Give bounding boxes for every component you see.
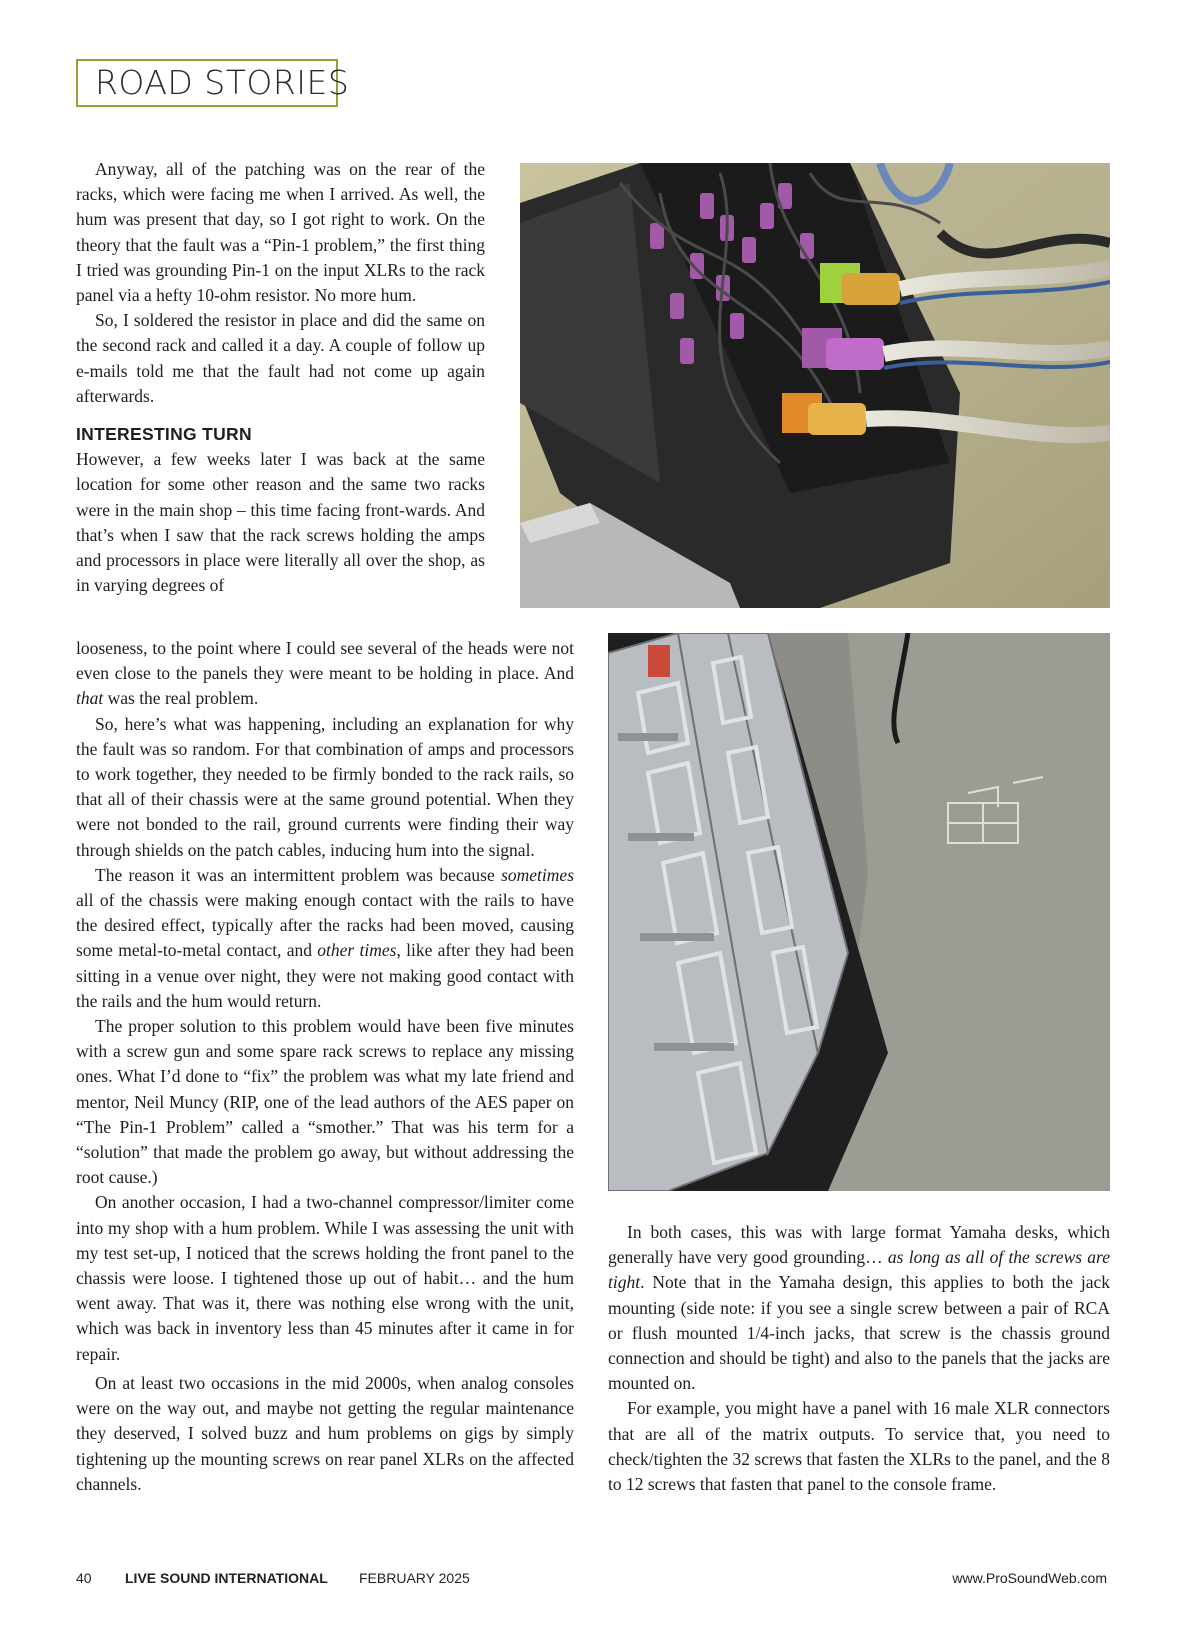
- left-column-bottom: [76, 636, 574, 1497]
- paragraph: However, a few weeks later I was back at the same location for some other reason and the same two racks were in the main shop – this time facing front-wards. And that’s when I saw that the rack screws holding the amps and processors in place were literally all over the shop, as in varying degrees of: [76, 449, 485, 596]
- paragraph: The proper solution to this problem would have been five minutes with a screw gun and some spare rack screws to replace any missing ones. What I’d done to “fix” the problem was what my late friend and mentor, Neil Muncy (RIP, one of the lead authors of the AES paper on “The Pin-1 Problem” called a “smother.” That was his term for a “solution” that made the problem go away, but without addressing the root cause.): [76, 1016, 574, 1188]
- magazine-name: LIVE SOUND INTERNATIONAL: [125, 1570, 328, 1586]
- page-number: 40: [76, 1570, 92, 1586]
- page-footer: [76, 1570, 1107, 1592]
- rack-rear-patching-photo: [520, 163, 1110, 608]
- paragraph: On another occasion, I had a two-channel compressor/limiter come into my shop with a hum problem. While I was assessing the unit with my test set-up, I noticed that the screws holding the front panel to the chassis were loose. I tightened those up out of habit… and the hum went away. That was it, there was nothing else wrong with the unit, which was back in inventory less than 45 minutes after it came in for repair.: [76, 1192, 574, 1364]
- issue-date: FEBRUARY 2025: [359, 1570, 470, 1586]
- paragraph: In both cases, this was with large format Yamaha desks, which generally have very good grounding… as long as all of the screws are tight. Note that in the Yamaha design, this applies to both the jack mounting (side note: if you see a single screw between a pair of RCA or flush mounted 1/4-inch jacks, that screw is the chassis ground connection and should be tight) and also to the panels that the jacks are mounted on.: [608, 1222, 1110, 1394]
- paragraph: So, here’s what was happening, including an explanation for why the fault was so random. For that combination of amps and processors to work together, they needed to be firmly bonded to the rack rails, so that all of their chassis were at the same ground potential. When they were not bonded to the rail, ground currents were finding their way through shields on the patch cables, inducing hum into the signal.: [76, 713, 574, 860]
- amp-racks-illustration: [608, 633, 1110, 1191]
- website-link[interactable]: www.ProSoundWeb.com: [952, 1570, 1107, 1586]
- subheading: INTERESTING TURN: [76, 424, 252, 445]
- paragraph: So, I soldered the resistor in place and did the same on the second rack and called it a day. A couple of follow up e-mails told me that the fault had not come up again afterwards.: [76, 310, 485, 406]
- section-label: ROAD STORIES: [76, 59, 338, 107]
- paragraph: Anyway, all of the patching was on the rear of the racks, which were facing me when I arrived. As well, the hum was present that day, so I got right to work. On the theory that the fault was a “Pin-1 problem,” the first thing I tried was grounding Pin-1 on the input XLRs to the rack panel via a hefty 10-ohm resistor. No more hum.: [76, 159, 485, 306]
- amp-racks-front-photo: [608, 633, 1110, 1191]
- paragraph: looseness, to the point where I could see several of the heads were not even close to the panels they were meant to be holding in place. And that was the real problem.: [76, 638, 574, 709]
- rack-rear-illustration: [520, 163, 1110, 608]
- paragraph: The reason it was an intermittent problem was because sometimes all of the chassis were making enough contact with the rails to have the desired effect, typically after the racks had been moved, causing some metal-to-metal contact, and other times, like after they had been sitting in a venue over night, they were not making good contact with the rails and the hum would return.: [76, 864, 574, 1011]
- paragraph: On at least two occasions in the mid 2000s, when analog consoles were on the way out, and maybe not getting the regular maintenance they deserved, I solved buzz and hum problems on gigs by simply tightening up the mounting screws on rear panel XLRs on the affected channels.: [76, 1372, 574, 1494]
- paragraph: For example, you might have a panel with 16 male XLR connectors that are all of the matrix outputs. To service that, you need to check/tighten the 32 screws that fasten the XLRs to the panel, and the 8 to 12 screws that fasten that panel to the console frame.: [608, 1398, 1110, 1495]
- right-column: [608, 1220, 1110, 1497]
- left-column-top: [76, 157, 485, 598]
